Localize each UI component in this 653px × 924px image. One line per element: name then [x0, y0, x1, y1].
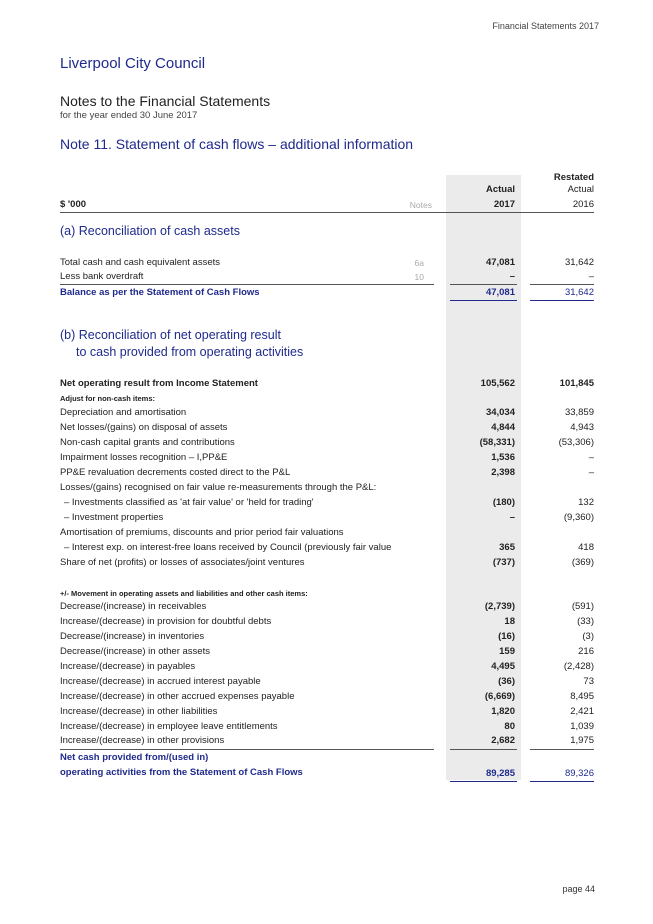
value-2017: 2,398 — [491, 467, 515, 478]
table-row-label: Less bank overdraft — [60, 271, 144, 282]
page-number: page 44 — [562, 884, 595, 894]
total-row-label: Net cash provided from/(used in) — [60, 752, 209, 763]
table-row-label: PP&E revaluation decrements costed direct to the P&L — [60, 467, 291, 478]
col-notes-label: Notes — [409, 200, 432, 210]
table-row-label: Depreciation and amortisation — [60, 407, 187, 418]
value-2016: (2,428) — [563, 661, 594, 672]
total-2017: 47,081 — [485, 287, 515, 298]
table-row-label: Decrease/(increase) in inventories — [60, 631, 205, 642]
subtotal-rule-2016 — [530, 749, 594, 750]
value-2017: – — [509, 512, 515, 523]
table-row-label: Increase/(decrease) in provision for doubtful debts — [60, 616, 272, 627]
note-title: Note 11. Statement of cash flows – additional information — [60, 136, 414, 152]
total-row-label-line2: operating activities from the Statement of Cash Flows — [60, 767, 303, 778]
section-a-title: (a) Reconciliation of cash assets — [60, 224, 240, 238]
value-2017: 80 — [504, 721, 515, 732]
value-2016: (3) — [582, 631, 594, 642]
table-row-label: – Investment properties — [64, 512, 164, 523]
value-2017: 4,495 — [491, 661, 515, 672]
unit-label: $ '000 — [60, 199, 87, 210]
table-row-label: Non-cash capital grants and contributions — [60, 437, 235, 448]
header-rule — [60, 212, 594, 213]
note-ref: 6a — [414, 258, 424, 268]
total-underline-2017 — [450, 781, 517, 782]
section-b-title: (b) Reconciliation of net operating result — [60, 328, 281, 342]
total-row-label: Balance as per the Statement of Cash Flows — [60, 287, 260, 298]
total-underline-2017 — [450, 300, 517, 301]
col-restated-label: Restated — [553, 172, 594, 183]
value-2016: (33) — [577, 616, 594, 627]
table-row-label: Increase/(decrease) in employee leave entitlements — [60, 721, 278, 732]
value-2017: (36) — [498, 676, 515, 687]
value-2017: (58,331) — [479, 437, 515, 448]
value-2016: (53,306) — [558, 437, 594, 448]
movement-heading: +/- Movement in operating assets and liabilities and other cash items: — [60, 589, 308, 598]
subtotal-rule-2016 — [530, 284, 594, 285]
table-row-label: Decrease/(increase) in other assets — [60, 646, 210, 657]
value-2016: 132 — [578, 497, 594, 508]
value-2017: 4,844 — [491, 422, 515, 433]
table-row-label: Impairment losses recognition – I,PP&E — [60, 452, 228, 463]
value-2016: – — [588, 271, 594, 282]
total-2016: 31,642 — [564, 287, 594, 298]
section-b-title-line2: to cash provided from operating activities — [76, 345, 304, 359]
document-title: Notes to the Financial Statements — [60, 93, 271, 109]
value-2017: (16) — [498, 631, 515, 642]
value-2017: 2,682 — [491, 735, 515, 746]
value-2016: 8,495 — [570, 691, 594, 702]
net-result-label: Net operating result from Income Statement — [60, 378, 258, 389]
value-2016: 4,943 — [570, 422, 594, 433]
value-2017: 1,536 — [491, 452, 515, 463]
running-header: Financial Statements 2017 — [492, 21, 599, 31]
table-row-label: – Interest exp. on interest-free loans received by Council (previously fair value — [64, 542, 392, 553]
value-2016: 73 — [583, 676, 594, 687]
value-2017: 18 — [504, 616, 515, 627]
value-2017: (6,669) — [484, 691, 515, 702]
value-2016: (369) — [571, 557, 594, 568]
value-2016: 33,859 — [564, 407, 594, 418]
table-row-label: Increase/(decrease) in payables — [60, 661, 196, 672]
value-2016: 1,975 — [570, 735, 594, 746]
organisation-name: Liverpool City Council — [60, 55, 206, 72]
value-2016: – — [588, 467, 594, 478]
value-2017: 105,562 — [480, 378, 515, 389]
subtotal-rule-2017 — [450, 284, 517, 285]
value-2017: 34,034 — [485, 407, 515, 418]
value-2017: 365 — [499, 542, 515, 553]
total-underline-2016 — [530, 781, 594, 782]
adjust-heading: Adjust for non-cash items: — [60, 394, 156, 403]
table-row-label: Amortisation of premiums, discounts and prior period fair valuations — [60, 527, 344, 538]
table-row-label: Share of net (profits) or losses of associates/joint ventures — [60, 557, 305, 568]
table-row-label: – Investments classified as 'at fair value' or 'held for trading' — [64, 497, 314, 508]
total-2017: 89,285 — [485, 768, 515, 779]
table-row-label: Total cash and cash equivalent assets — [60, 257, 221, 268]
table-row-label: Net losses/(gains) on disposal of assets — [60, 422, 228, 433]
subtotal-rule — [60, 284, 434, 285]
value-2016: 418 — [578, 542, 594, 553]
value-2016: 2,421 — [570, 706, 594, 717]
value-2016: (9,360) — [563, 512, 594, 523]
value-2017: (180) — [492, 497, 515, 508]
value-2017: (737) — [492, 557, 515, 568]
subtotal-rule-2017 — [450, 749, 517, 750]
col-2017-year: 2017 — [493, 199, 515, 210]
table-row-label: Increase/(decrease) in other accrued expenses payable — [60, 691, 295, 702]
col-2016-year: 2016 — [572, 199, 594, 210]
value-2016: (591) — [571, 601, 594, 612]
table-row-label: Increase/(decrease) in other liabilities — [60, 706, 218, 717]
table-row-label: Losses/(gains) recognised on fair value re-measurements through the P&L: — [60, 482, 377, 493]
value-2016: 101,845 — [559, 378, 594, 389]
col-actual-label: Actual — [485, 184, 515, 195]
note-ref: 10 — [414, 272, 424, 282]
value-2016: 31,642 — [564, 257, 594, 268]
subtotal-rule — [60, 749, 434, 750]
total-underline-2016 — [530, 300, 594, 301]
value-2017: (2,739) — [484, 601, 515, 612]
value-2017: 159 — [499, 646, 515, 657]
value-2016: 216 — [578, 646, 594, 657]
period-subtitle: for the year ended 30 June 2017 — [60, 110, 198, 121]
value-2016: 1,039 — [570, 721, 594, 732]
table-row-label: Increase/(decrease) in other provisions — [60, 735, 225, 746]
value-2017: 1,820 — [491, 706, 515, 717]
value-2016: – — [588, 452, 594, 463]
value-2017: – — [509, 271, 515, 282]
table-row-label: Increase/(decrease) in accrued interest payable — [60, 676, 261, 687]
value-2017: 47,081 — [485, 257, 515, 268]
col-restated-actual-label: Actual — [567, 184, 594, 195]
total-2016: 89,326 — [564, 768, 594, 779]
table-row-label: Decrease/(increase) in receivables — [60, 601, 207, 612]
